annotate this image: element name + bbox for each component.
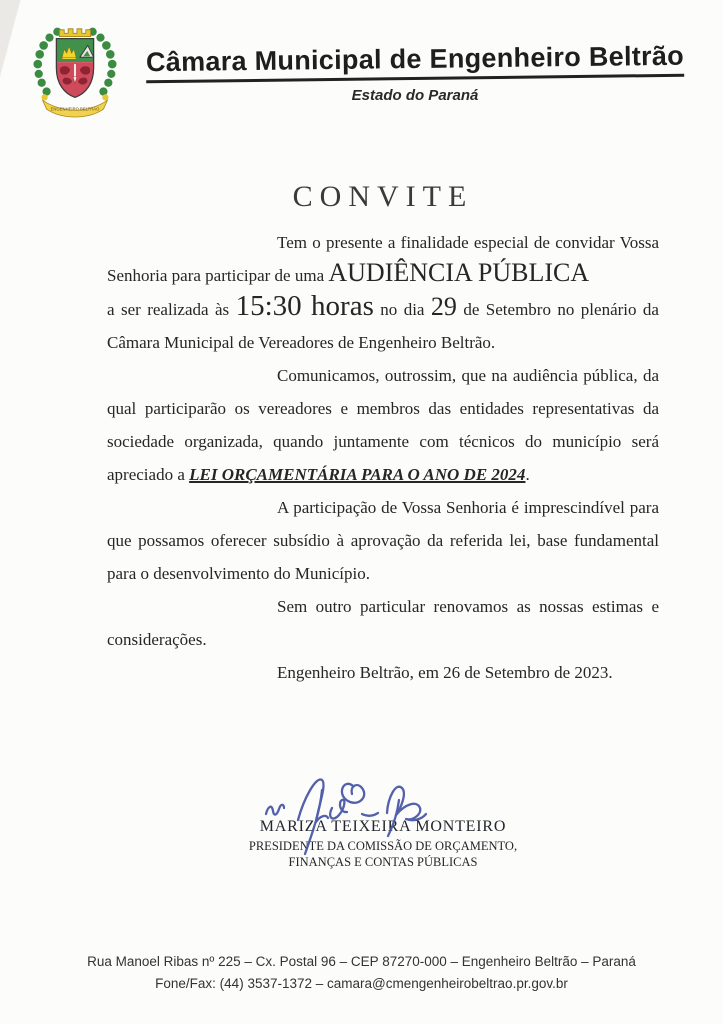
- footer-contact: Fone/Fax: (44) 3537-1372 – camara@cmengenheirobeltrao.pr.gov.br: [155, 976, 568, 991]
- text-segment: .: [525, 465, 530, 484]
- footer-address: Rua Manoel Ribas nº 225 – Cx. Postal 96 – CEP 87270-000 – Engenheiro Beltrão – Paraná: [87, 954, 636, 969]
- budget-law-highlight: LEI ORÇAMENTÁRIA PARA O ANO DE 2024: [189, 465, 526, 484]
- signer-name: MARIZA TEIXEIRA MONTEIRO: [259, 818, 507, 835]
- crest-banner-text: ENGENHEIRO BELTRÃO: [50, 106, 100, 112]
- org-title: Câmara Municipal de Engenheiro Beltrão: [146, 41, 684, 84]
- public-hearing-highlight: AUDIÊNCIA PÚBLICA: [328, 258, 590, 287]
- paragraph-importance: A participação de Vossa Senhoria é imprescindível para que possamos oferecer subsídio à aprovação da referida lei, base fundamental para o desenvolvimento do Município.: [107, 498, 659, 583]
- document-title: CONVITE: [292, 180, 474, 213]
- wreath-knot-left: [41, 94, 47, 100]
- text-segment: a ser realizada às: [107, 300, 236, 319]
- paragraph-invitation: [107, 226, 659, 292]
- org-subtitle: Estado do Paraná: [351, 87, 479, 104]
- time-highlight: 15:30 horas: [235, 290, 374, 322]
- banner-ribbon: [43, 100, 108, 117]
- text-segment: de Setembro no plenário da Câmara Municipal de Vereadores de Engenheiro Beltrão.: [107, 300, 659, 352]
- letter-footer: [0, 951, 723, 995]
- signer-role-line2: FINANÇAS E CONTAS PÚBLICAS: [288, 855, 478, 869]
- municipal-crest-icon: [26, 20, 124, 118]
- paragraph-announcement: [107, 359, 659, 491]
- signer-role-line1: PRESIDENTE DA COMISSÃO DE ORÇAMENTO,: [248, 839, 518, 853]
- paragraph-datetime: [107, 292, 659, 359]
- mural-crown: [59, 29, 90, 37]
- signer-role: [107, 838, 659, 870]
- text-segment: no dia: [373, 300, 431, 319]
- text-segment: Tem o presente a finalidade especial de convidar Vossa Senhoria para participar de uma: [107, 233, 659, 285]
- day-highlight: 29: [430, 292, 457, 321]
- shield: [56, 39, 93, 98]
- letter-body: [107, 180, 659, 689]
- dateline: Engenheiro Beltrão, em 26 de Setembro de 2023.: [277, 663, 613, 682]
- paragraph-closing: Sem outro particular renovamos as nossas estimas e considerações.: [107, 597, 659, 649]
- letterhead: [126, 40, 704, 104]
- text-segment: Comunicamos, outrossim, que na audiência pública, da qual participarão os vereadores e membros das entidades representativas da sociedade organizada, quando juntamente com técnicos do município será apreciado a: [107, 366, 659, 484]
- signature-block: [107, 818, 659, 870]
- wreath-knot-right: [102, 94, 108, 100]
